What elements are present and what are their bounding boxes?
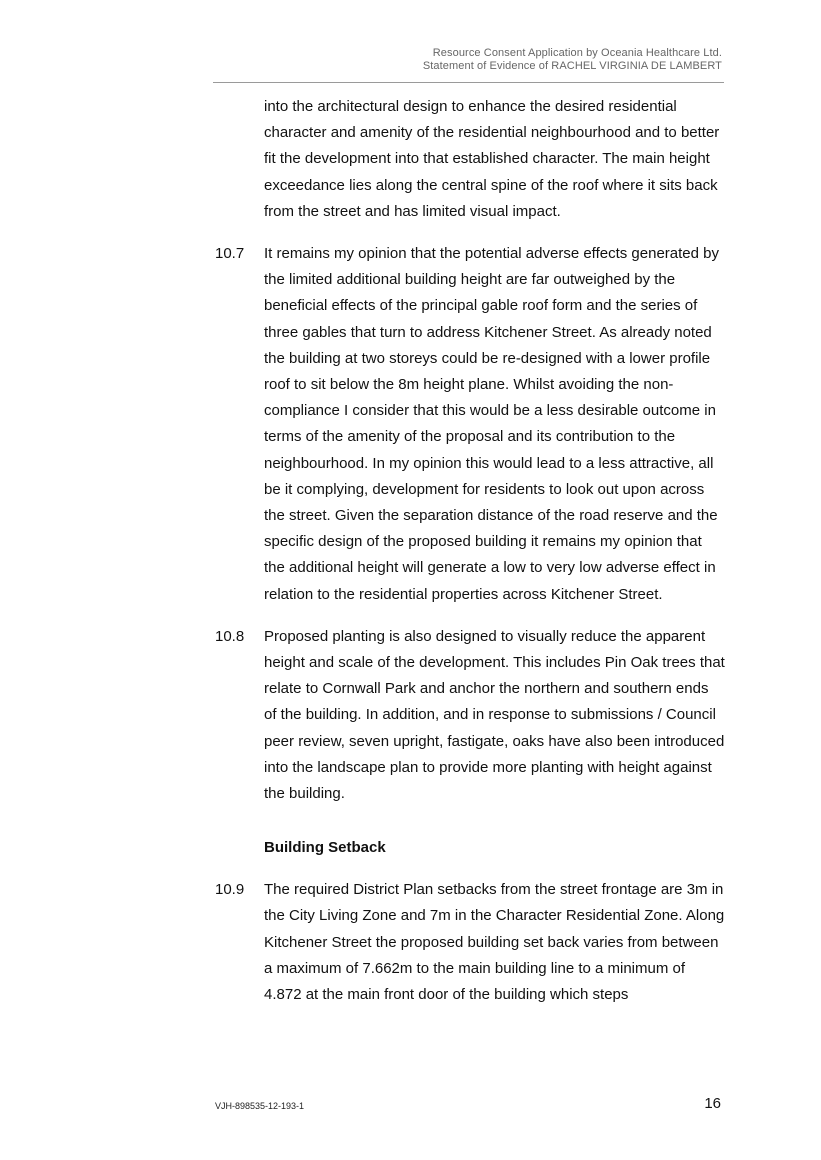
paragraph-10-9 xyxy=(215,877,725,1008)
paragraph-number: 10.7 xyxy=(215,245,245,263)
document-reference: VJH-898535-12-193-1 xyxy=(215,1101,305,1111)
paragraph-10-7 xyxy=(215,241,725,608)
paragraph-text: into the architectural design to enhance the desired residential character and amenity of the residential neighbourhood and to better fit the development into that established character. The main height exceedance lies along the central spine of the roof where it sits back from the street and has limited visual impact. xyxy=(264,98,720,220)
paragraph-number: 10.8 xyxy=(215,627,245,645)
header-application-title: Resource Consent Application by Oceania Healthcare Ltd. xyxy=(432,47,722,59)
paragraph-10-8 xyxy=(215,624,725,807)
paragraph-text: The required District Plan setbacks from the street frontage are 3m in the City Living Zone and 7m in the Character Residential Zone. Along Kitchener Street the proposed building set back varies from between a maximum of 7.662m to the main building line to a minimum of 4.872 at the main front door of the building which steps xyxy=(264,881,725,1004)
page-header xyxy=(423,47,722,73)
header-divider xyxy=(213,82,724,83)
document-body xyxy=(215,94,725,1024)
header-statement-title: Statement of Evidence of RACHEL VIRGINIA DE LAMBERT xyxy=(422,60,722,72)
paragraph-text: It remains my opinion that the potential adverse effects generated by the limited additional building height are far outweighed by the beneficial effects of the principal gable roof form and the series of three gables that turn to address Kitchener Street. As already noted the building at two storeys could be re-designed with a lower profile roof to sit below the 8m height plane. Whilst avoiding the non-compliance I consider that this would be a less desirable outcome in terms of the amenity of the proposal and its contribution to the neighbourhood. In my opinion this would lead to a less attractive, all be it complying, development for residents to look out upon across the street. Given the separation distance of the road reserve and the specific design of the proposed building it remains my opinion that the additional height will generate a low to very low adverse effect in relation to the residential properties across Kitchener Street. xyxy=(264,245,719,603)
page-number: 16 xyxy=(704,1095,721,1112)
paragraph-text: Proposed planting is also designed to visually reduce the apparent height and scale of the development. This includes Pin Oak trees that relate to Cornwall Park and anchor the northern and southern ends of the building. In addition, and in response to submissions / Council peer review, seven upright, fastigate, oaks have also been introduced into the landscape plan to provide more planting with height against the building. xyxy=(264,627,725,803)
paragraph-continuation xyxy=(215,94,725,225)
paragraph-number: 10.9 xyxy=(215,881,245,899)
section-heading: Building Setback xyxy=(264,839,386,857)
